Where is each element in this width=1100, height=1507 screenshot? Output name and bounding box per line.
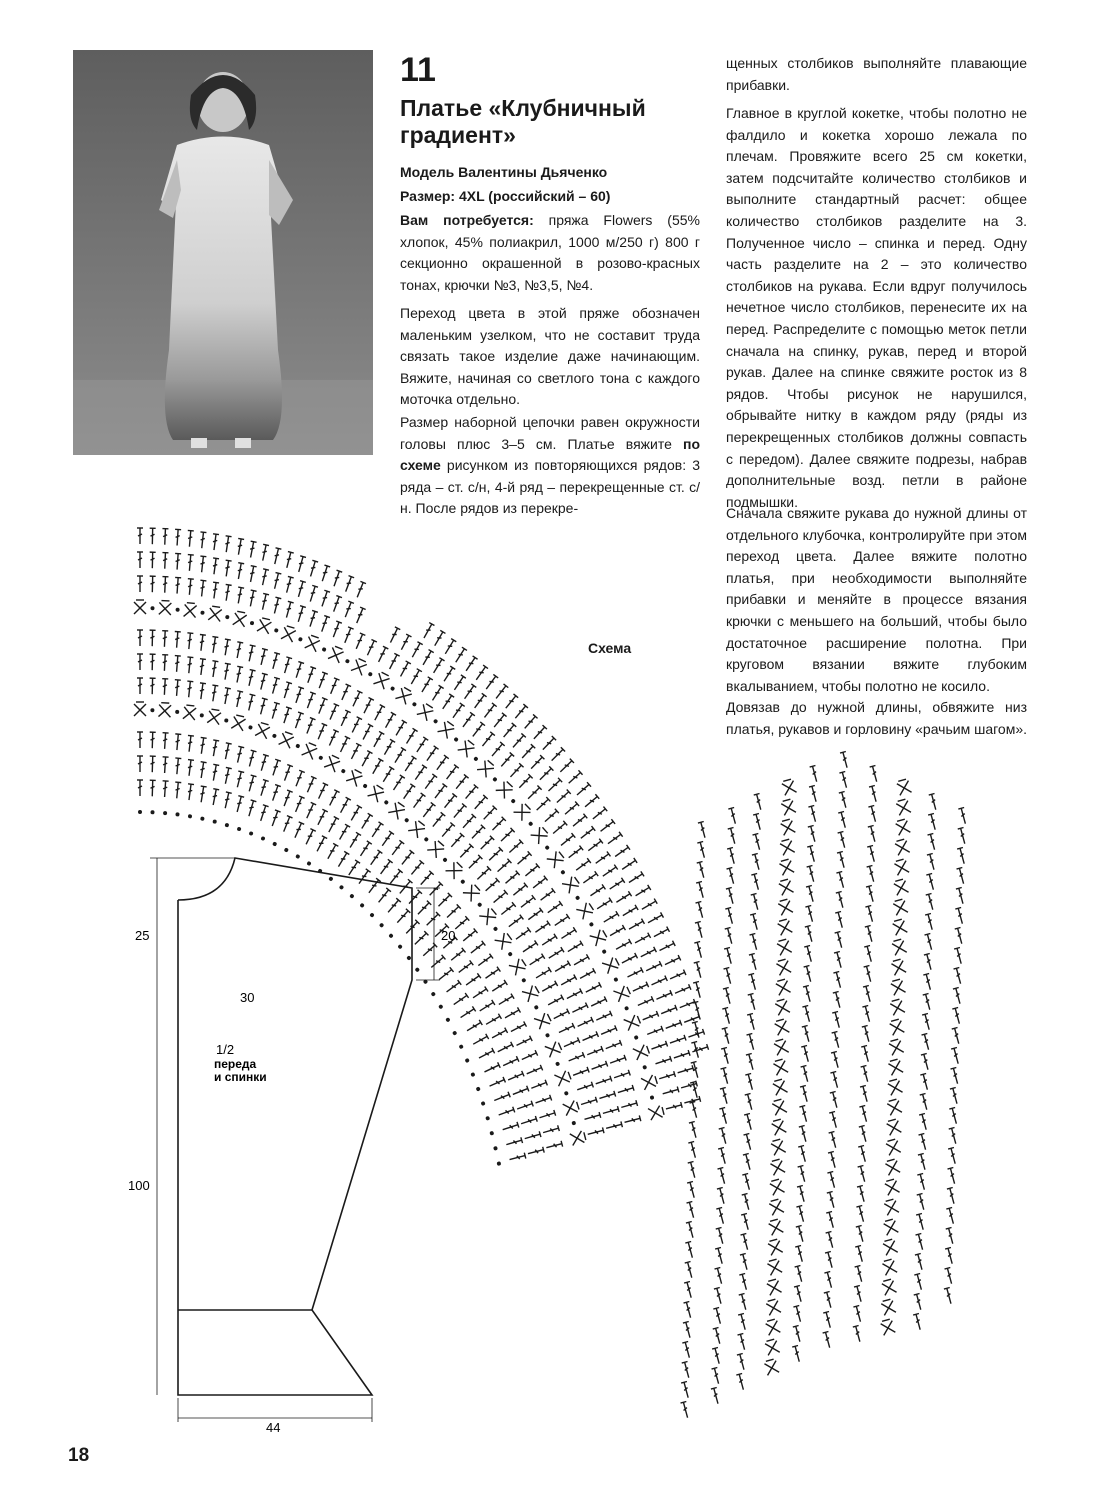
size-label: Размер: [400,188,456,204]
size-value: 4XL (российский – 60) [458,188,611,204]
article-number: 11 [400,51,436,89]
finish-text: Довязав до нужной длины, обвяжите низ платья, рукавов и горловину «рачьим шагом». [726,699,1028,737]
part-label-line1: переда [214,1057,257,1071]
pattern-outline [178,858,412,1395]
schema-label: Схема [588,640,632,656]
dim-shoulder-label: 30 [240,990,255,1005]
part-fraction: 1/2 [216,1042,235,1057]
chain-text-a: Размер наборной цепочки равен окружности головы плюс 3–5 см. Платье вяжите [400,414,700,452]
col2-continuation-text: щенных столбиков выполняйте плавающие прибавки. [726,55,1027,93]
materials-text: пряжа Flowers (55% хлопок, 45% полиакрил, 1000 м/250 г) 800 г секционно окрашенной в розово-красных тонах, крючки №3, №3,5, №4. [400,212,700,293]
part-label-line2: и спинки [214,1070,267,1084]
model-credit: Модель Валентины Дьяченко [400,164,608,180]
dim-length-label: 100 [128,1178,150,1193]
dim-bottom-label: 44 [266,1420,281,1435]
chain-text-b: рисунком из повторяющихся рядов: 3 ряда – ст. с/н, 4-й ряд – перекрещенные ст. с/н. После рядов из перекре- [400,457,700,517]
chain-text-bold: по схеме [400,435,700,474]
yoke-text: Главное в круглой кокетке, чтобы полотно не фалдило и кокетка хорошо лежала по плечам. Провяжите всего 25 см кокетки, затем подсчитайте количество столбиков и выполните стандартный расчет: общее количество столбиков разделите на 3. Полученное число – спинка и перед. Одну часть разделите на 2 – это количество столбиков на рукава. Если вдруг получилось нечетное число столбиков, перенесите их на перед. Распределите с помощью меток петли сначала на спинку, рукав, перед и второй рукав. Далее на спинке свяжите росток из 8 рядов. Чтобы рисунок не нарушился, обрывайте нитку в каждом ряду (ряды из перекрещенных столбиков должны совпасть с передом). Далее свяжите подрезы, набрав дополнительные возд. петли в районе подмышки. [726,105,1027,510]
transition-text: Переход цвета в этой пряже обозначен маленьким узелком, что не составит труда связать такое изделие даже начинающим. Вяжите, начиная со светлого тона с каждого моточка отдельно. [400,305,700,408]
article-title: Платье «Клубничный градиент» [400,95,646,148]
dim-top-label: 25 [135,928,150,943]
page-number: 18 [68,1445,90,1466]
sleeves-text: Сначала свяжите рукава до нужной длины от отдельного клубочка, контролируйте при этом переход цвета. Далее вяжите полотно платья, при необходимости выполняйте прибавки и меняйте в процессе вязания крючки с меньшего на больший, чтобы было достаточное расширение полотна. При круговом вязании вяжите глубоким вкалыванием, чтобы полотно не косило. [726,505,1027,694]
materials-label: Вам потребуется: [400,212,534,228]
dim-sleeve-label: 20 [441,928,456,943]
